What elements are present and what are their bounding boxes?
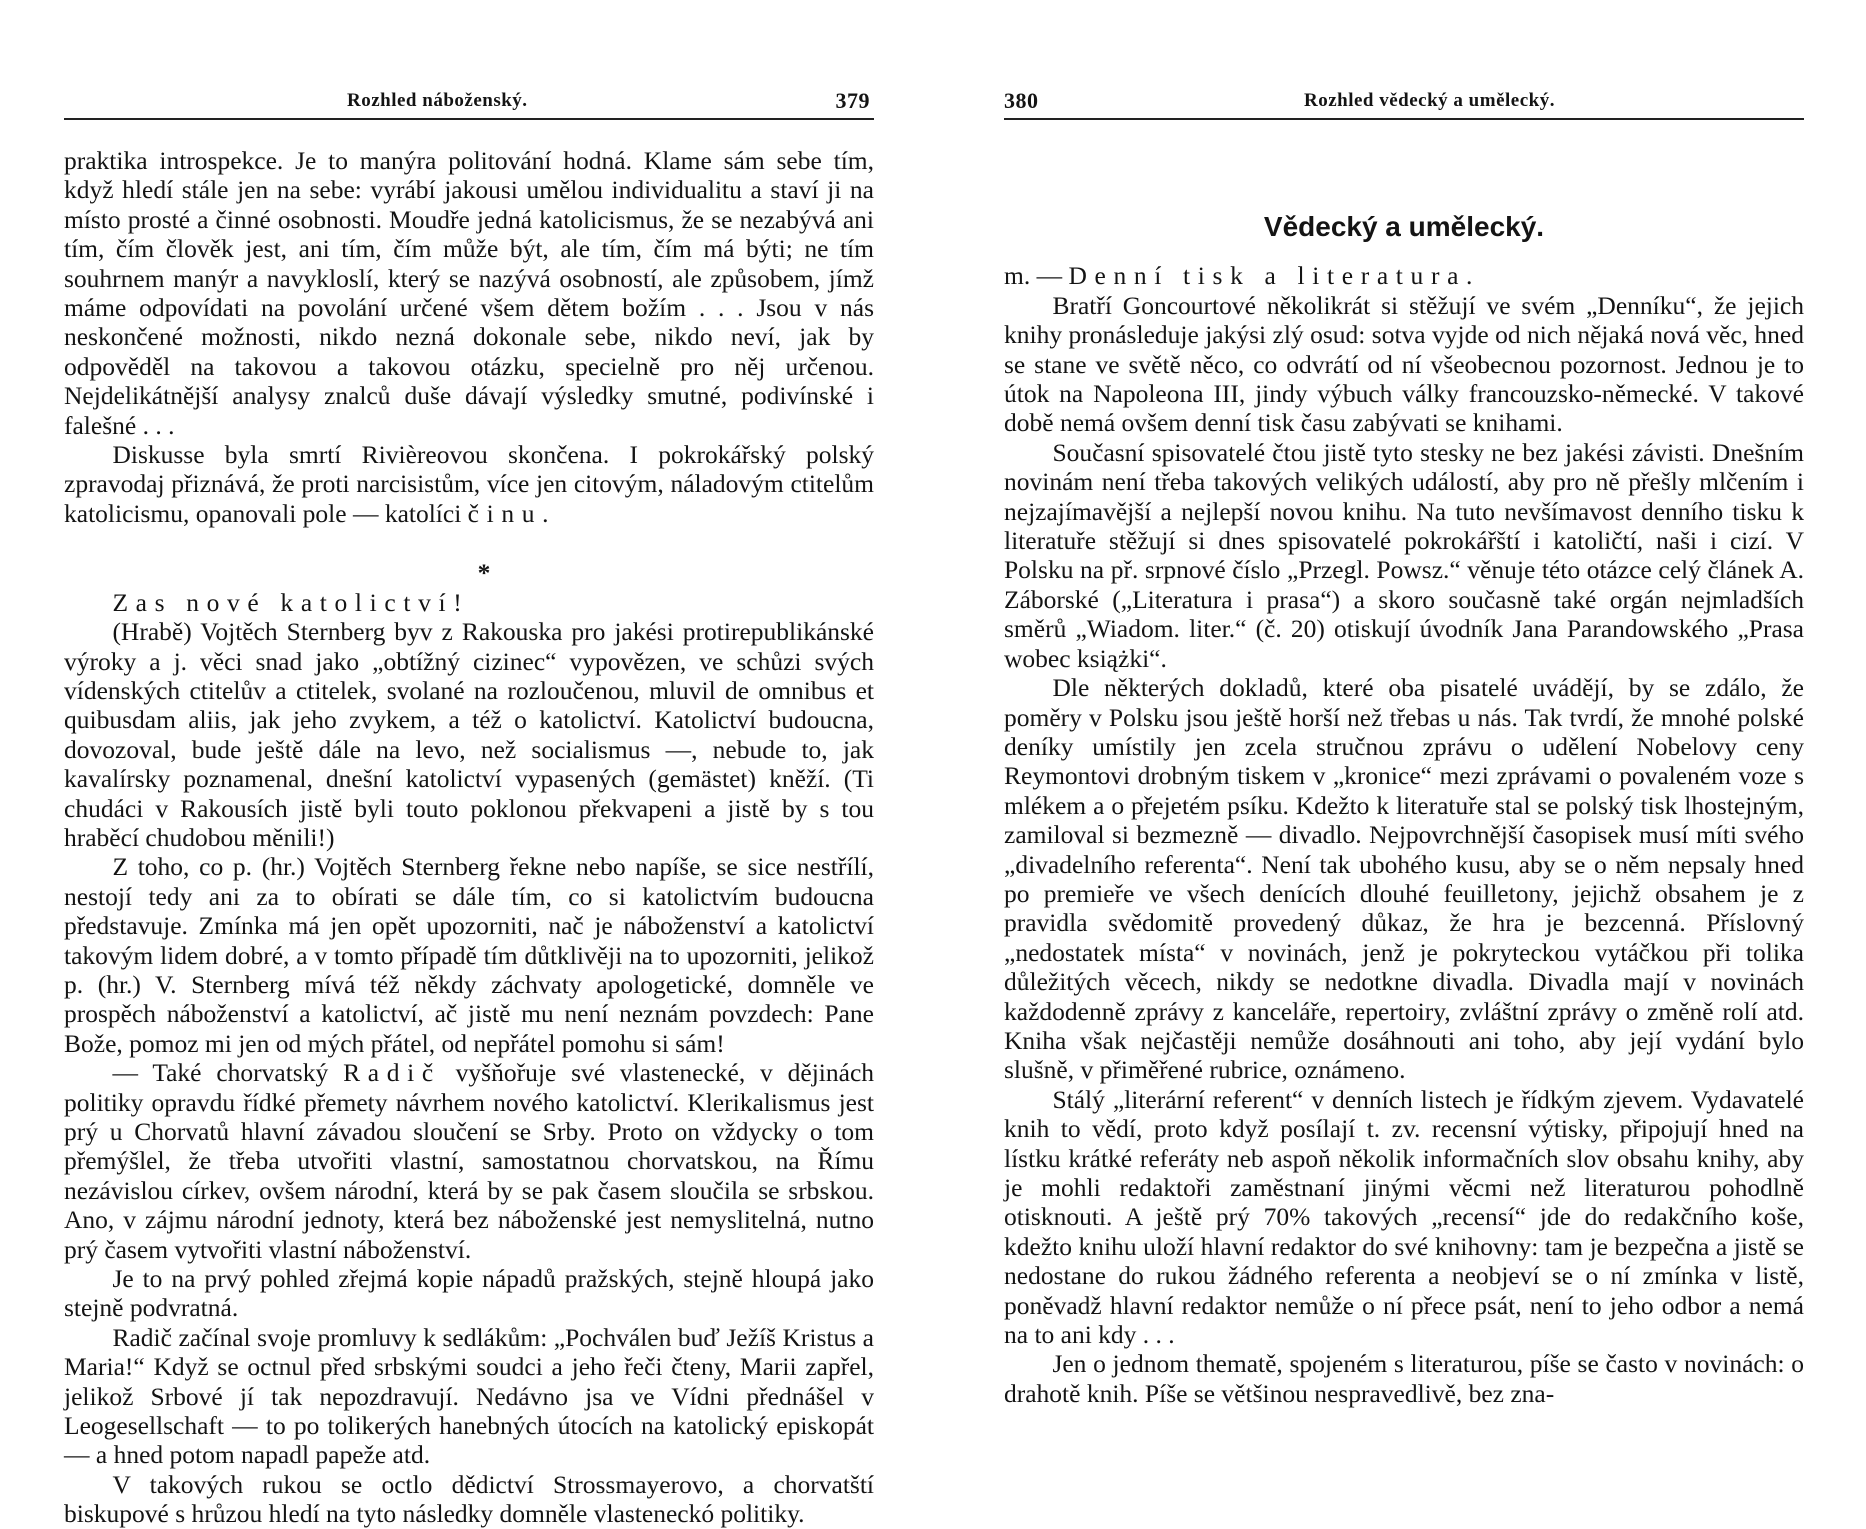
spaced-emphasis: Radič [343,1058,441,1088]
section-heading: Zas nové katolictví! [112,587,470,617]
paragraph: Jen o jednom thematě, spojeném s literaturou, píše se často v novinách: o drahotě knih. Píše se většinou nespravedlivě, bez zna- [1004,1349,1804,1408]
paragraph: Z toho, co p. (hr.) Vojtěch Sternberg řekne nebo napíše, se sice nestřílí, nestojí tedy ani za to obírati se dále tím, co si katolictvím budoucna představuje. Zmínka má jen opět upozorniti, nač je náboženství a katolictví takovým lidem dobré, a v tomto případě tím důtklivěji na to upozorniti, jelikož p. (hr.) V. Sternberg mívá též někdy záchvaty apologetické, domněle ve prospěch náboženství a katolictví, ač jistě mu není neznám povzdech: Pane Bože, pomoz mi jen od mých přátel, od nepřátel pomohu si sám! [64,852,874,1058]
paragraph: Bratří Goncourtové několikrát si stěžují ve svém „Denníku“, že jejich knihy pronásleduje jakýsi zlý osud: sotva vyjde od nich nějaká nová věc, hned se stane ve světě něco, co odvrátí od ní všeobecnou pozornost. Jednou je to útok na Napoleona III, jindy výbuch války francouzsko-německé. V takové době nemá ovšem denní tisk času zabývati se knihami. [1004,290,1804,438]
running-header-right [1004,88,1804,120]
paragraph: Současní spisovatelé čtou jistě tyto stesky ne bez jakési závisti. Dnešním novinám není třeba takových velikých událostí, aby pro ně přešly mlčením i nejzajímavější a nejlepší novou knihu. Na tuto nevšímavost denního tisku k literatuře stěžují si dnes spisovatelé pokrokářští i katoličtí, naši i cizí. V Polsku na př. srpnové číslo „Przegl. Powsz.“ věnuje této otázce celý článek A. Záborské („Literatura i prasa“) a skoro současně také orgán nejmladších směrů „Wiadom. liter.“ (č. 20) otiskují úvodník Jana Parandowského „Prasa wobec książki“. [1004,437,1804,673]
paragraph-text: — Také chorvatský [112,1058,329,1088]
paragraph: Dle některých dokladů, které oba pisatelé uvádějí, by se zdálo, že poměry v Polsku jsou ještě horší než třebas u nás. Tak tvrdí, že mnohé polské deníky umístily jen zcela stručnou zprávu o udělení Nobelovy ceny Reymontovi drobným tiskem v „kronice“ mezi zprávami o povaleném voze s mlékem a o přejetém psíku. Kdežto k literatuře stal se polský tisk lhostejným, zamiloval si bezmezně — divadlo. Nejpovrchnější časopisek musí míti svého „divadelního referenta“. Není tak ubohého kusu, aby se o něm nepsaly hned po premieře ve všech denících dlouhé feuilletony, jejichž obsahem je z pravidla svědomitě provedený důkaz, že hra je bezcenná. Příslovný „nedostatek místa“ v novinách, jenž je pokryteckou vytáčkou při tolika důležitých věcech, nikdy se nedotkne divadla. Divadla mají v novinách každodenně zprávy z kanceláře, repertoiry, zvláštní zprávy o změně rolí atd. Kniha však nejčastěji nemůže dosáhnouti ani toho, aby její vydání bylo slušně, v přiměřené rubrice, oznámeno. [1004,673,1804,1085]
spaced-emphasis: činu. [467,498,557,528]
running-header-left [64,88,874,120]
paragraph: Je to na prvý pohled zřejmá kopie nápadů pražských, stejně hloupá jako stejně podvratná. [64,1264,874,1323]
paragraph-text: vyšňořuje své vlastenecké, v dějinách politiky opravdu řídké přemety návrhem nového katolictví. Klerikalismus jest prý u Chorvatů hlavní závadou sloučení se Srby. Proto on vždycky o tom přemýšlel, že třeba utvořiti vlastní, samostatnou chorvatskou, na Římu nezávislou církev, ovšem národní, která by se pak časem sloučila se srbskou. Ano, v zájmu národní jednoty, která bez náboženské jest nemyslitelná, nutno prý časem vytvořiti vlastní náboženství. [64,1058,875,1264]
right-text-column [1004,196,1804,1408]
article-heading [1004,261,1804,290]
paragraph [64,1058,874,1264]
author-initial: m. — [1004,261,1063,291]
left-text-column [64,146,874,1529]
paragraph: Radič začínal svoje promluvy k sedlákům: „Pochválen buď Ježíš Kristus a Maria!“ Když se octnul před srbskými soudci a jeho řeči čteny, Marii zapřel, jelikož Srbové jí tak nepozdravují. Nedávno jsa ve Vídni přednášel v Leogesellschaft — to po tolikerých hanebných útocích na katolický episkopát — a hned potom napadl papeže atd. [64,1322,874,1470]
page-number: 380 [1004,88,1039,113]
article-title: Denní tisk a literatura. [1068,261,1481,291]
paragraph-text: Diskusse byla smrtí Rivièreovou skončena. I pokrokářský polský zpravodaj přiznává, že proti narcisistům, více jen citovým, náladovým ctitelům katolicismu, opanovali pole — katolíci [64,440,874,528]
running-title: Rozhled náboženský. [347,90,528,111]
paragraph [64,440,874,528]
section-separator-star: * [477,558,491,588]
paragraph: (Hrabě) Vojtěch Sternberg byv z Rakouska pro jakési protirepublikánské výroky a j. věci snad jako „obtížný cizinec“ vypovězen, ve schůzi svých vídenských ctitelův a ctitelek, svolané na rozloučenou, mluvil de omnibus et quibusdam aliis, jak jeho zvykem, a též o katolictví. Katolictví budoucna, dovozoval, bude ještě dále na levo, než socialismus —, nebude to, jak kavalírsky poznamenal, dnešní katolictví vypasených (gemästet) kněží. (Ti chudáci v Rakousích jistě byli touto poklonou překvapeni a jistě by s tou hraběcí chudobou měnili!) [64,617,874,852]
paragraph: Stálý „literární referent“ v denních listech je řídkým zjevem. Vydavatelé knih to vědí, proto když posílají t. zv. recensní výtisky, připojují hned na lístku krátké referáty neb aspoň několik informačních slov obsahu knihy, aby je mohli redaktoři zaměstnaní jinými věcmi než literaturou pohodlně otisknouti. A ještě prý 70% takových „recensí“ jde do redakčního koše, kdežto knihu uloží hlavní redaktor do své knihovny: tam je bezpečna a jistě se nedostane do rukou žádného referenta a neobjeví se o ní zmínka v listě, poněvadž hlavní redaktor nemůže o ní přece psát, není to jeho odbor a nemá na to ani kdy . . . [1004,1084,1804,1350]
running-title: Rozhled vědecký a umělecký. [1304,90,1555,111]
page-number: 379 [835,88,870,113]
paragraph: V takových rukou se octlo dědictví Strossmayerovo, a chorvatští biskupové s hrůzou hledí na tyto následky domněle vlasteneckó politiky. [64,1469,874,1529]
paragraph: praktika introspekce. Je to manýra politování hodná. Klame sám sebe tím, když hledí stále jen na sebe: vyrábí jakousi umělou individualitu a staví ji na místo prosté a činné osobnosti. Moudře jedná katolicismus, že se nezabývá ani tím, čím člověk jest, ani tím, čím může být, ale tím, čím má býti; ne tím souhrnem manýr a navykloslí, který se nazývá osobností, ale způsobem, jímž máme odpovídati na povolání určené všem dětem božím . . . Jsou v nás neskončené možnosti, nikdo nezná dokonale sebe, nikdo neví, jak by odpověděl na takovou a takovou otázku, specielně pro něj určenou. Nejdelikátnější analysy znalců duše dávají výsledky smutné, podivínské i falešné . . . [64,146,874,440]
section-title: Vědecký a umělecký. [1263,211,1545,242]
